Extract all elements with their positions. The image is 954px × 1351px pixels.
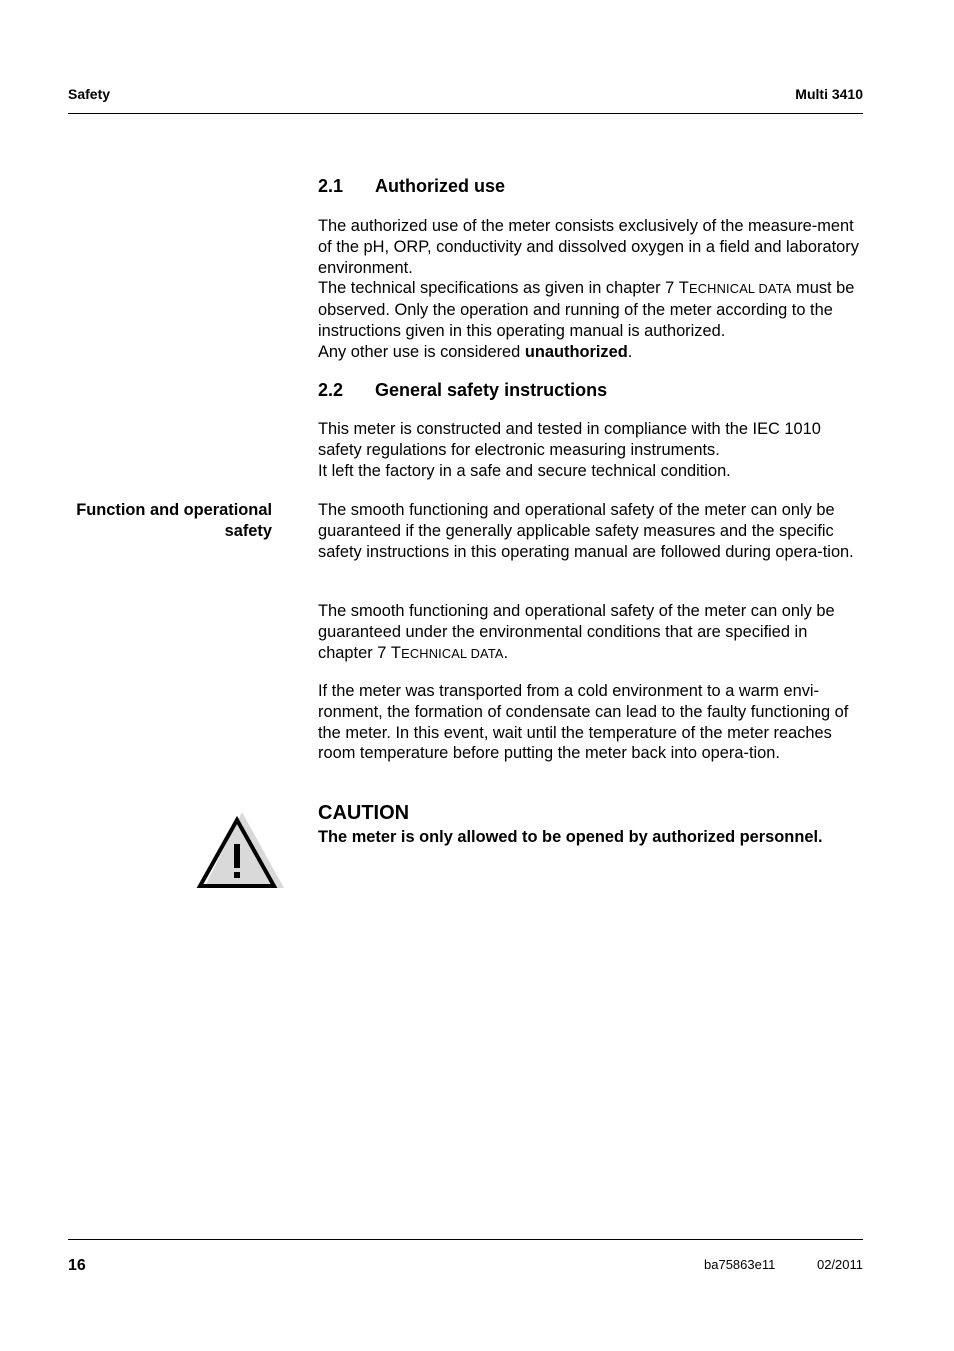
chapter-reference [679, 281, 792, 296]
text: Any other use is considered [318, 342, 525, 361]
general-safety-paragraph-2: It left the factory in a safe and secure technical condition. [318, 461, 731, 480]
header-product-name: Multi 3410 [795, 86, 863, 102]
function-safety-paragraph-3: If the meter was transported from a cold environment to a warm envi-ronment, the formation of condensate can lead to the faulty functioning of the meter. In this event, wait until the temperature of the meter reaches room temperature before putting the meter back into opera-tion. [318, 682, 849, 763]
text: ECHNICAL DATA [689, 281, 792, 297]
section-number: 2.2 [318, 380, 344, 400]
section-number: 2.1 [318, 176, 344, 196]
section-title: Authorized use [375, 176, 506, 196]
side-heading-function-safety: Function and operational safety [76, 501, 272, 540]
text: T [678, 279, 689, 298]
section-heading-general-safety [318, 380, 607, 401]
footer-divider [68, 1239, 863, 1240]
text: . [503, 643, 509, 662]
chapter-reference [390, 643, 504, 662]
text: must be observed. Only the operation and running of the meter according to the instructions given in this operating manual is authorized. [318, 279, 855, 340]
emphasis: unauthorized [524, 342, 628, 361]
header-section-title: Safety [68, 86, 111, 102]
document-date: 02/2011 [816, 1257, 863, 1272]
function-safety-paragraph-1: The smooth functioning and operational safety of the meter can only be guaranteed if the generally applicable safety measures and the specific safety instructions in this operating manual are followed during opera-tion. [318, 501, 854, 561]
authorized-use-paragraph-2 [318, 278, 863, 341]
authorized-use-paragraph-3 [318, 342, 863, 363]
general-safety-paragraph-1: This meter is constructed and tested in compliance with the IEC 1010 safety regulations for electronic measuring instruments. [318, 420, 821, 459]
text: The smooth functioning and operational safety of the meter can only be guaranteed under the environmental conditions that are specified in chapter 7 [318, 602, 835, 662]
authorized-use-paragraph-1: The authorized use of the meter consists exclusively of the measure-ment of the pH, ORP, conductivity and dissolved oxygen in a field and laboratory environment. [318, 217, 859, 277]
warning-triangle-icon [196, 810, 286, 892]
function-safety-paragraph-2 [318, 601, 863, 664]
caution-text: The meter is only allowed to be opened by authorized personnel. [318, 828, 823, 846]
document-id: ba75863e11 [704, 1257, 776, 1272]
general-safety-body [318, 419, 863, 481]
section-heading-authorized-use [318, 176, 505, 197]
text: . [627, 342, 633, 361]
text: ECHNICAL DATA [401, 645, 504, 661]
page-number: 16 [68, 1257, 86, 1274]
authorized-use-body [318, 216, 863, 363]
text: T [390, 643, 402, 662]
caution-title: CAUTION [318, 802, 410, 824]
header-divider [68, 113, 863, 114]
section-title: General safety instructions [375, 380, 608, 400]
text: The technical specifications as given in chapter 7 [318, 279, 679, 298]
